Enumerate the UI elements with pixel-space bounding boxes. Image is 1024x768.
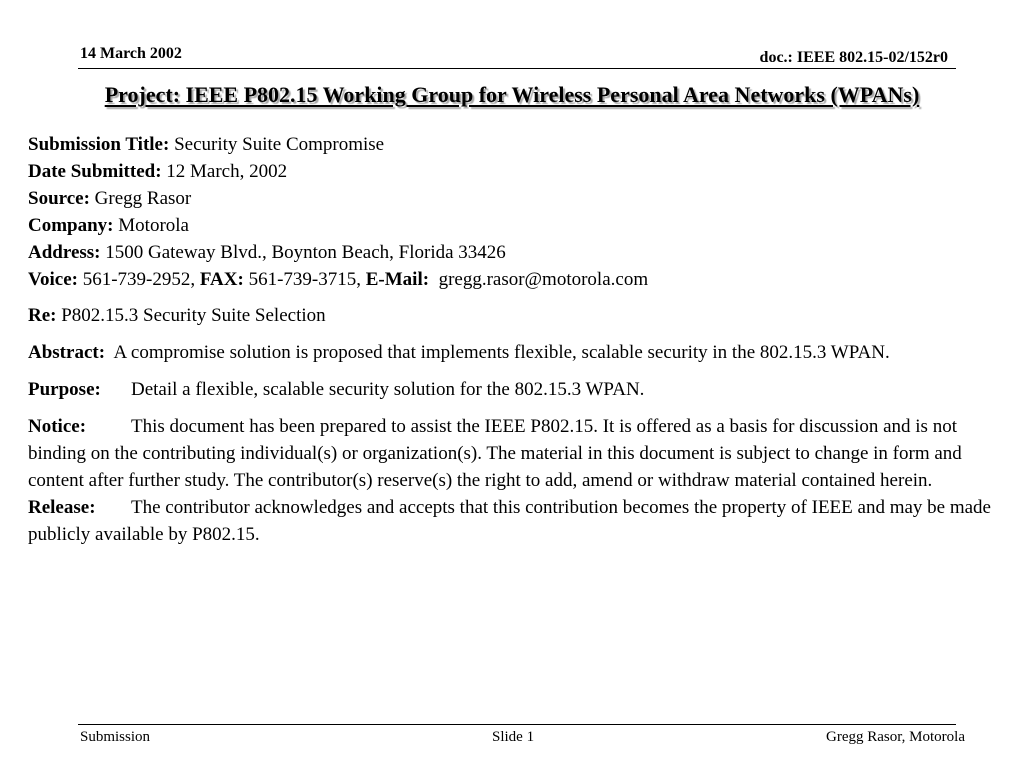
footer-slide-number: Slide 1 bbox=[492, 729, 535, 745]
date-submitted-label: Date Submitted: bbox=[28, 161, 162, 182]
address-value: 1500 Gateway Blvd., Boynton Beach, Florida 33426 bbox=[100, 242, 506, 263]
fax-label: FAX: bbox=[199, 269, 244, 290]
footer-author: Gregg Rasor, Motorola bbox=[826, 729, 965, 745]
release-label: Release: bbox=[28, 497, 96, 518]
notice-label: Notice: bbox=[28, 416, 87, 437]
address-line bbox=[28, 239, 1003, 266]
release-text: The contributor acknowledges and accepts that this contribution becomes the property of IEEE and may be made publicly available by P802.15. bbox=[28, 497, 991, 545]
purpose-paragraph bbox=[28, 376, 1003, 403]
project-title: Project: IEEE P802.15 Working Group for Wireless Personal Area Networks (WPANs) bbox=[104, 82, 920, 107]
submission-title-value: Security Suite Compromise bbox=[169, 134, 385, 155]
source-label: Source: bbox=[28, 188, 90, 209]
header-date: 14 March 2002 bbox=[80, 45, 182, 62]
abstract-label: Abstract: bbox=[28, 342, 106, 363]
source-value: Gregg Rasor bbox=[89, 188, 192, 209]
purpose-label: Purpose: bbox=[28, 379, 101, 400]
voice-label: Voice: bbox=[28, 269, 78, 290]
company-label: Company: bbox=[28, 215, 114, 236]
company-value: Motorola bbox=[113, 215, 189, 236]
header-divider bbox=[78, 68, 956, 69]
source-line bbox=[28, 185, 1003, 212]
date-submitted-line bbox=[28, 158, 1003, 185]
notice-paragraph bbox=[28, 413, 1003, 494]
notice-text: This document has been prepared to assist the IEEE P802.15. It is offered as a basis for discussion and is not binding on the contributing individual(s) or organization(s). The material in this document is subject to change in form and content after further study. The contributor(s) reserve(s) the right to add, amend or withdraw material contained herein. bbox=[28, 416, 962, 491]
email-label: E-Mail: bbox=[365, 269, 430, 290]
re-value: P802.15.3 Security Suite Selection bbox=[56, 305, 326, 326]
contact-line bbox=[28, 266, 1003, 293]
footer-divider bbox=[78, 724, 956, 725]
company-line bbox=[28, 212, 1003, 239]
re-line bbox=[28, 302, 1003, 329]
header-document-id: doc.: IEEE 802.15-02/152r0 bbox=[759, 49, 948, 66]
footer-submission: Submission bbox=[80, 729, 151, 745]
email-value: gregg.rasor@motorola.com bbox=[429, 269, 649, 290]
purpose-text: Detail a flexible, scalable security solution for the 802.15.3 WPAN. bbox=[131, 379, 645, 400]
submission-title-label: Submission Title: bbox=[28, 134, 170, 155]
submission-details bbox=[28, 131, 1003, 548]
address-label: Address: bbox=[28, 242, 101, 263]
abstract-paragraph bbox=[28, 339, 1003, 366]
re-label: Re: bbox=[28, 305, 57, 326]
date-submitted-value: 12 March, 2002 bbox=[161, 161, 288, 182]
submission-title-line bbox=[28, 131, 1003, 158]
abstract-text: A compromise solution is proposed that implements flexible, scalable security in the 802.15.3 WPAN. bbox=[105, 342, 890, 363]
fax-value: 561-739-3715, bbox=[243, 269, 366, 290]
voice-value: 561-739-2952, bbox=[77, 269, 200, 290]
release-paragraph bbox=[28, 494, 1003, 548]
